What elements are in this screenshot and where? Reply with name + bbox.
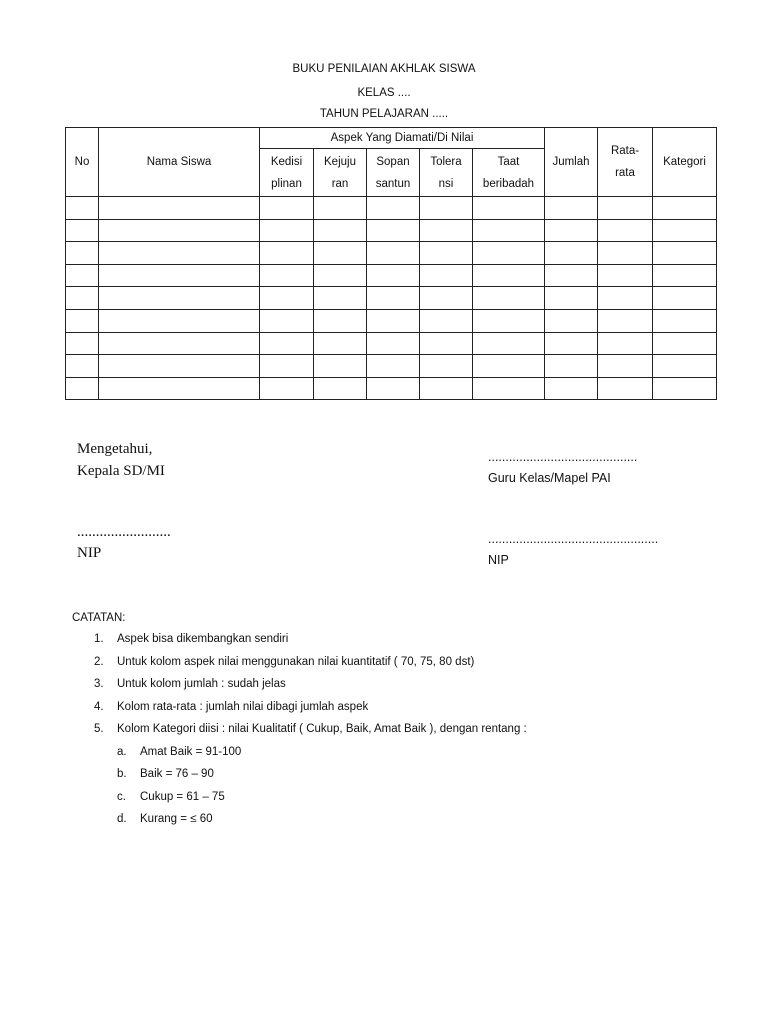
table-cell: [598, 242, 653, 265]
table-cell: [545, 377, 598, 400]
table-cell: [420, 242, 473, 265]
acknowledged-label: Mengetahui,: [77, 441, 153, 457]
table-cell: [260, 309, 314, 332]
table-cell: [99, 377, 260, 400]
note-subitem: a. Amat Baik = 91-100: [117, 745, 242, 758]
table-cell: [420, 309, 473, 332]
header-aspek-kedisiplinan: Kedisi plinan: [260, 149, 314, 197]
teacher-nip-label: NIP: [488, 553, 509, 567]
table-cell: [99, 309, 260, 332]
table-cell: [367, 219, 420, 242]
header-aspek-taat-beribadah: Taat beribadah: [473, 149, 545, 197]
header-aspek-sopan-santun: Sopan santun: [367, 149, 420, 197]
table-cell: [367, 287, 420, 310]
table-cell: [473, 377, 545, 400]
table-row: [66, 219, 717, 242]
table-cell: [66, 264, 99, 287]
table-cell: [545, 264, 598, 287]
table-cell: [66, 309, 99, 332]
header-nama-siswa: Nama Siswa: [99, 128, 260, 197]
table-cell: [99, 219, 260, 242]
table-cell: [314, 219, 367, 242]
header-rata-rata: Rata- rata: [598, 128, 653, 197]
table-cell: [653, 219, 717, 242]
table-cell: [473, 287, 545, 310]
table-cell: [473, 264, 545, 287]
academic-year-line: TAHUN PELAJARAN .....: [319, 108, 449, 120]
table-row: [66, 197, 717, 220]
table-cell: [598, 287, 653, 310]
table-cell: [99, 264, 260, 287]
table-cell: [66, 332, 99, 355]
table-cell: [99, 287, 260, 310]
header-jumlah: Jumlah: [545, 128, 598, 197]
headmaster-signature-line: .........................: [77, 524, 171, 540]
table-cell: [367, 309, 420, 332]
header-aspek: Aspek Yang Diamati/Di Nilai: [260, 128, 545, 149]
notes-section: [72, 612, 527, 836]
table-cell: [653, 332, 717, 355]
table-cell: [420, 332, 473, 355]
table-cell: [545, 355, 598, 378]
table-cell: [367, 377, 420, 400]
table-cell: [545, 332, 598, 355]
table-cell: [99, 332, 260, 355]
table-row: [66, 287, 717, 310]
table-cell: [598, 355, 653, 378]
table-cell: [545, 242, 598, 265]
table-cell: [99, 197, 260, 220]
notes-heading: CATATAN:: [72, 612, 126, 624]
table-cell: [420, 264, 473, 287]
table-cell: [653, 377, 717, 400]
table-cell: [598, 197, 653, 220]
table-cell: [99, 355, 260, 378]
table-cell: [653, 309, 717, 332]
header-kategori: Kategori: [653, 128, 717, 197]
table-cell: [598, 377, 653, 400]
table-cell: [314, 355, 367, 378]
header-no: No: [66, 128, 99, 197]
table-cell: [66, 219, 99, 242]
table-cell: [314, 242, 367, 265]
table-cell: [473, 197, 545, 220]
table-cell: [314, 332, 367, 355]
assessment-table: [65, 127, 717, 400]
table-cell: [260, 264, 314, 287]
table-cell: [314, 287, 367, 310]
table-cell: [66, 377, 99, 400]
table-cell: [260, 287, 314, 310]
table-cell: [260, 219, 314, 242]
table-row: [66, 355, 717, 378]
table-cell: [260, 197, 314, 220]
table-cell: [367, 264, 420, 287]
table-cell: [473, 242, 545, 265]
table-cell: [66, 242, 99, 265]
table-cell: [545, 309, 598, 332]
note-item: 1. Aspek bisa dikembangkan sendiri: [94, 633, 289, 645]
table-cell: [367, 242, 420, 265]
header-aspek-toleransi: Tolera nsi: [420, 149, 473, 197]
table-cell: [314, 309, 367, 332]
table-row: [66, 242, 717, 265]
class-line: KELAS ....: [357, 87, 411, 99]
table-cell: [420, 219, 473, 242]
table-cell: [653, 287, 717, 310]
table-cell: [598, 309, 653, 332]
table-cell: [653, 242, 717, 265]
table-cell: [473, 309, 545, 332]
table-cell: [260, 242, 314, 265]
table-cell: [367, 355, 420, 378]
table-cell: [260, 377, 314, 400]
note-subitem: b. Baik = 76 – 90: [117, 768, 214, 780]
headmaster-label: Kepala SD/MI: [77, 463, 165, 479]
table-row: [66, 309, 717, 332]
table-cell: [66, 287, 99, 310]
table-cell: [66, 197, 99, 220]
teacher-title-label: Guru Kelas/Mapel PAI: [488, 471, 611, 485]
table-cell: [473, 355, 545, 378]
table-cell: [598, 264, 653, 287]
teacher-signature-line: .................................................: [488, 532, 659, 546]
note-item: 3. Untuk kolom jumlah : sudah jelas: [94, 678, 286, 690]
note-item: 4. Kolom rata-rata : jumlah nilai dibagi jumlah aspek: [94, 700, 369, 713]
table-cell: [653, 355, 717, 378]
table-cell: [473, 219, 545, 242]
table-cell: [66, 355, 99, 378]
table-row: [66, 264, 717, 287]
note-item: 5. Kolom Kategori diisi : nilai Kualitatif ( Cukup, Baik, Amat Baik ), dengan rentang :: [94, 723, 527, 735]
note-item: 2. Untuk kolom aspek nilai menggunakan nilai kuantitatif ( 70, 75, 80 dst): [94, 655, 475, 668]
table-cell: [653, 264, 717, 287]
table-cell: [420, 377, 473, 400]
header-aspek-kejujuran: Kejuju ran: [314, 149, 367, 197]
table-cell: [367, 197, 420, 220]
table-cell: [314, 377, 367, 400]
table-cell: [473, 332, 545, 355]
note-subitem: c. Cukup = 61 – 75: [117, 790, 225, 803]
table-cell: [260, 355, 314, 378]
headmaster-nip-label: NIP: [77, 545, 102, 561]
table-cell: [598, 219, 653, 242]
table-row: [66, 377, 717, 400]
table-cell: [420, 287, 473, 310]
teacher-name-line: ...........................................: [488, 450, 638, 464]
table-cell: [598, 332, 653, 355]
note-subitem: d. Kurang = ≤ 60: [117, 813, 213, 825]
table-cell: [367, 332, 420, 355]
table-cell: [420, 197, 473, 220]
table-cell: [545, 197, 598, 220]
table-cell: [545, 287, 598, 310]
table-cell: [420, 355, 473, 378]
document-title: BUKU PENILAIAN AKHLAK SISWA: [292, 63, 476, 75]
table-cell: [653, 197, 717, 220]
table-cell: [314, 197, 367, 220]
table-cell: [314, 264, 367, 287]
table-cell: [99, 242, 260, 265]
table-row: [66, 332, 717, 355]
table-cell: [260, 332, 314, 355]
table-cell: [545, 219, 598, 242]
